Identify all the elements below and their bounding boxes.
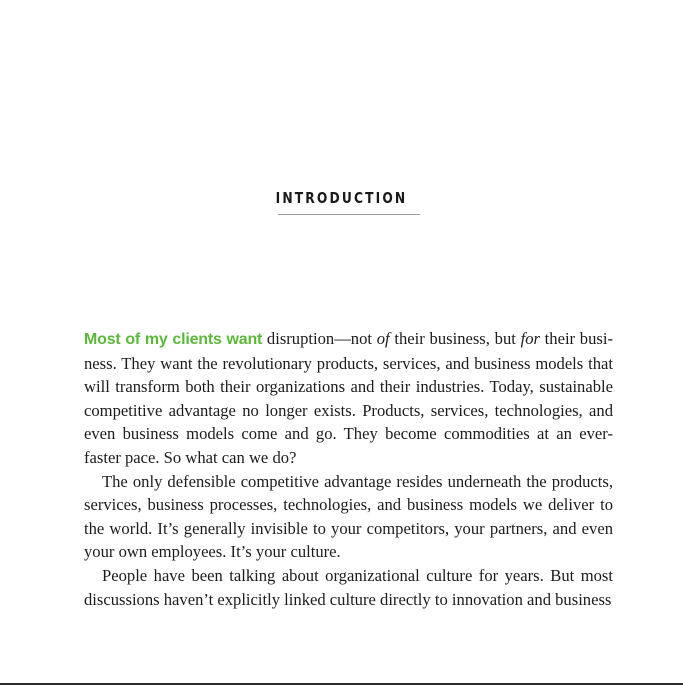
- paragraph-1: [84, 327, 613, 470]
- title-underline-rule: [278, 214, 420, 215]
- paragraph-1-text-b: their business, but: [389, 329, 521, 348]
- paragraph-2: The only defensible competitive advantage resides underneath the products, services, business processes, technologies, and business models we deliver to the world. It’s generally invisible to your competitors, your partners, and even your own employees. It’s your culture.: [84, 471, 613, 562]
- paragraph-1-text-a: disruption—not: [262, 329, 377, 348]
- chapter-title: INTRODUCTION: [275, 189, 408, 207]
- paragraph-3: People have been talking about organizational culture for years. But most discussions haven’t explicitly linked culture directly to innovation and business: [84, 565, 613, 609]
- emphasis-for: for: [520, 329, 540, 348]
- body-text: [84, 327, 613, 611]
- emphasis-of: of: [376, 329, 390, 348]
- lead-in-phrase: Most of my clients want: [84, 331, 263, 348]
- paragraph-1-text-c: their busi-ness. They want the revolutionary products, services, and business models that will transform both their organizations and their industries. Today, sustainable competitive advantage no longer exists. Products, services, technologies, and even business models come and go. They become commodities at an ever-faster pace. So what can we do?: [84, 329, 613, 467]
